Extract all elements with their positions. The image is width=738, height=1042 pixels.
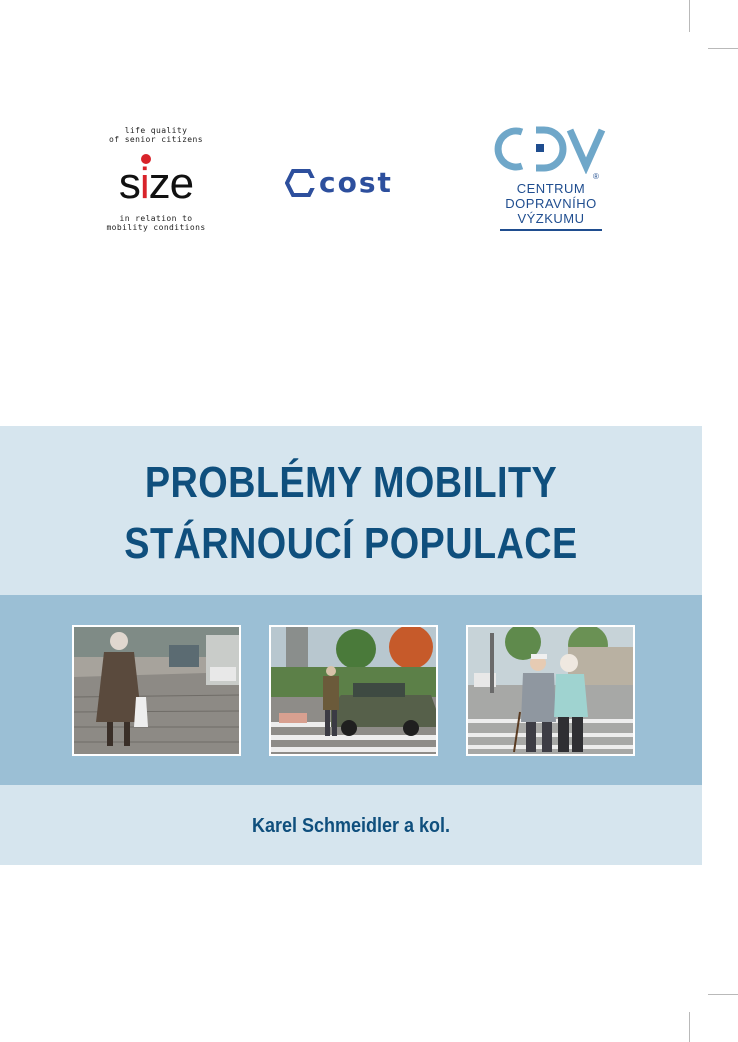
photo-pedestrian-crossing <box>269 625 438 756</box>
cdv-monogram-icon <box>492 124 610 174</box>
cdv-line-3: VÝZKUMU <box>517 211 585 226</box>
size-tagline-top-1: life quality <box>124 126 188 135</box>
cover-title-line-2: STÁRNOUCÍ POPULACE <box>124 519 578 568</box>
elderly-couple-photo-icon <box>468 627 633 754</box>
size-word-i: i <box>139 159 149 208</box>
size-tagline-bottom-1: in relation to <box>119 214 193 223</box>
cdv-underline <box>500 229 602 231</box>
title-band <box>0 426 702 595</box>
size-logo <box>100 124 212 234</box>
size-logo-word <box>100 159 212 208</box>
size-word-s: s <box>118 159 140 208</box>
size-word-ze: ze <box>148 159 194 208</box>
cost-hexagon-icon <box>285 168 317 198</box>
photo-elderly-woman <box>72 625 241 756</box>
cdv-logo <box>492 124 610 234</box>
cover-author: Karel Schmeidler a kol. <box>251 815 451 837</box>
cover-title-line-1: PROBLÉMY MOBILITY <box>144 458 558 507</box>
cdv-registered-mark: ® <box>593 172 599 181</box>
crop-mark-top-horizontal <box>708 48 738 49</box>
crop-mark-top-vertical <box>689 0 690 32</box>
size-tagline-bottom-2: mobility conditions <box>106 223 206 232</box>
cdv-line-1: CENTRUM <box>516 181 586 196</box>
cost-logo <box>285 166 425 202</box>
crop-mark-bottom-horizontal <box>708 994 738 995</box>
cost-logo-word: cost <box>319 166 393 199</box>
elderly-woman-walking-photo-icon <box>74 627 239 754</box>
size-tagline-top-2: of senior citizens <box>109 135 203 144</box>
crop-mark-bottom-vertical <box>689 1012 690 1042</box>
cdv-line-2: DOPRAVNÍHO <box>505 196 597 211</box>
pedestrian-crossing-photo-icon <box>271 627 436 754</box>
photo-elderly-couple <box>466 625 635 756</box>
